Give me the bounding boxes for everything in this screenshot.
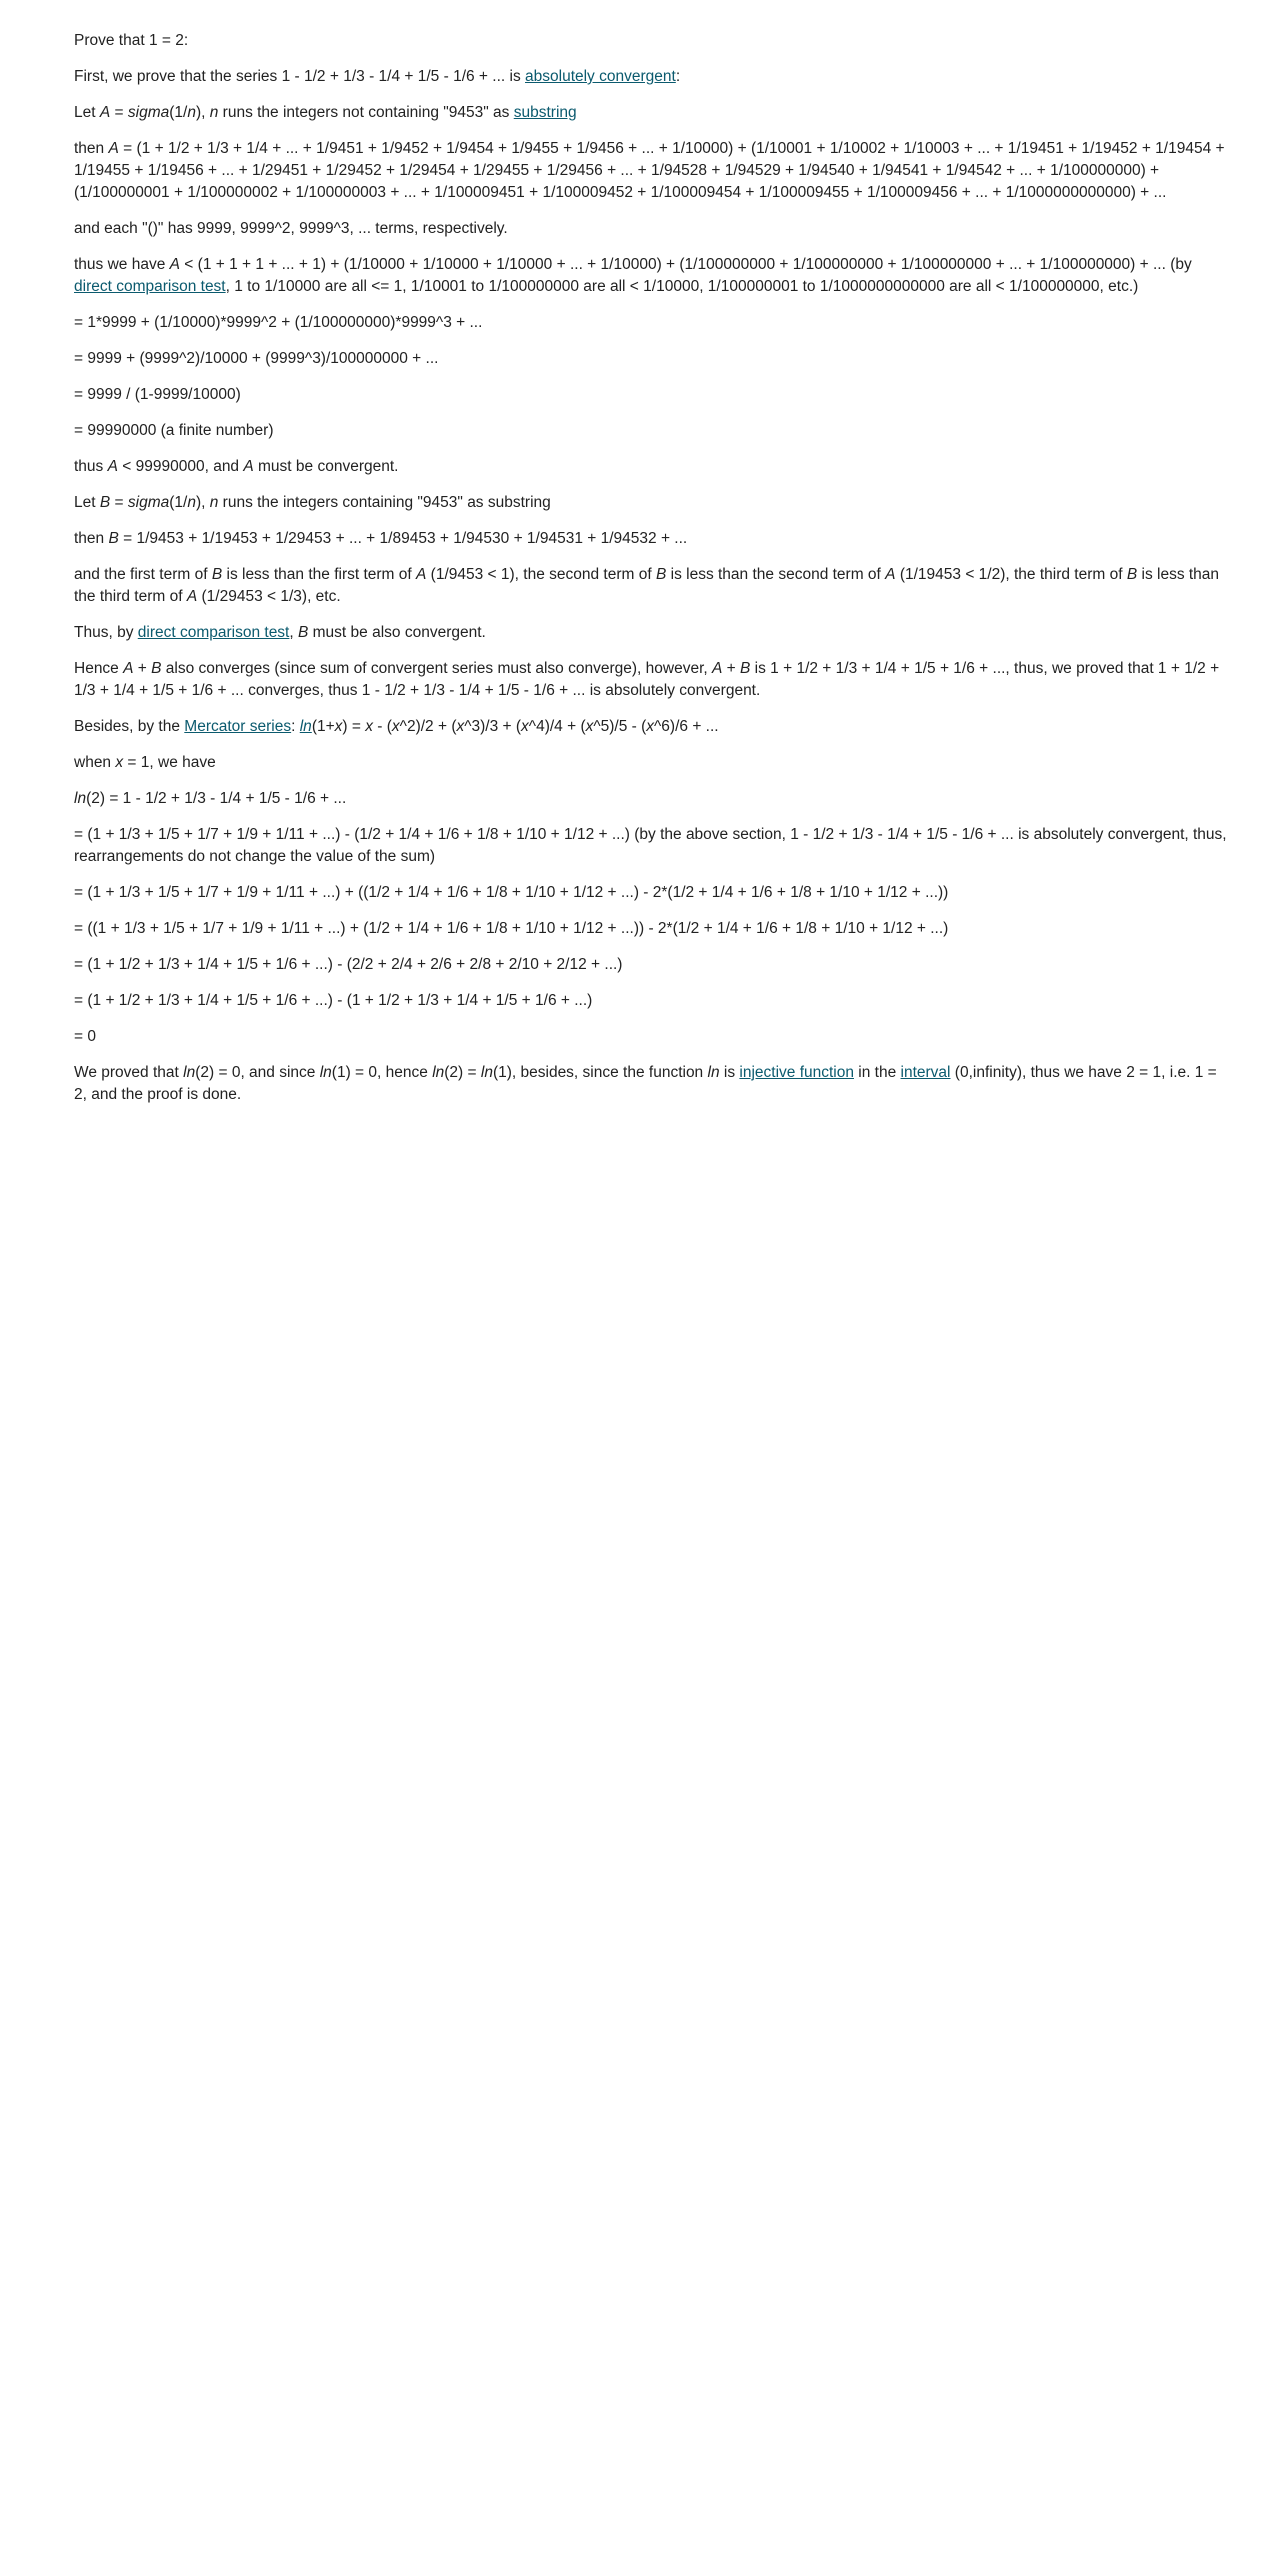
math-variable: x [391,718,400,735]
math-variable: x [334,718,343,735]
text-run: = (1 + 1/2 + 1/3 + 1/4 + 1/5 + 1/6 + ...) - (1 + 1/2 + 1/3 + 1/4 + 1/5 + 1/6 + ...) [74,992,593,1009]
math-variable: B [211,566,223,583]
math-variable: B [151,660,162,677]
proof-paragraph [74,658,1230,702]
proof-paragraph [74,456,1230,478]
text-run: Hence [74,660,124,677]
text-run: We proved that [74,1064,184,1081]
text-run: = ((1 + 1/3 + 1/5 + 1/7 + 1/9 + 1/11 + ...) + (1/2 + 1/4 + 1/6 + 1/8 + 1/10 + 1/12 + ...)) - 2*(1/2 + 1/4 + 1/6 + 1/8 + 1/10 + 1/12 + ...) [74,920,949,937]
text-run: , [289,624,298,641]
text-run: (1/9453 < 1), the second term of [426,566,656,583]
math-variable: A [885,566,896,583]
proof-paragraph [74,218,1230,240]
math-variable: x [115,754,124,771]
ln-link[interactable]: ln [299,718,312,735]
proof-paragraph [74,384,1230,406]
text-run: must be also convergent. [308,624,486,641]
absolutely-convergent-link[interactable]: absolutely convergent [525,68,676,85]
proof-paragraph [74,66,1230,88]
proof-paragraph [74,882,1230,904]
text-run: is less than the third term of [74,566,1220,605]
proof-paragraph [74,824,1230,868]
interval-link[interactable]: interval [900,1064,951,1081]
text-run: (2) = 0, and since [195,1064,320,1081]
text-run: thus [74,458,108,475]
text-run: = 1, we have [123,754,216,771]
proof-paragraph [74,954,1230,976]
proof-paragraph [74,492,1230,514]
math-variable: ln [707,1064,720,1081]
text-run: < 99990000, and [117,458,244,475]
math-variable: B [298,624,309,641]
text-run: = 99990000 (a finite number) [74,422,274,439]
text-run: must be convergent. [253,458,399,475]
math-variable: B [99,494,111,511]
math-variable: x [521,718,529,735]
proof-paragraph [74,622,1230,644]
math-variable: n [187,494,196,511]
proof-paragraph [74,990,1230,1012]
text-run: , 1 to 1/10000 are all <= 1, 1/10001 to 1/100000000 are all < 1/10000, 1/100000001 to 1/1000000000000 are all < 1/100000000, etc.) [225,278,1139,295]
text-run: = (1 + 1/3 + 1/5 + 1/7 + 1/9 + 1/11 + ...) - (1/2 + 1/4 + 1/6 + 1/8 + 1/10 + 1/12 + ...) (by the above section, 1 - 1/2 + 1/3 - 1/4 + 1/5 - 1/6 + ... is absolutely convergent, thus, rearrangements do not change the value of the sum) [74,826,1227,865]
text-run: = (1 + 1/2 + 1/3 + 1/4 + ... + 1/9451 + 1/9452 + 1/9454 + 1/9455 + 1/9456 + ... + 1/10000) + (1/10001 + 1/10002 + 1/10003 + ... + 1/19451 + 1/19452 + 1/19454 + 1/19455 + 1/19456 + ... + 1/29451 + 1/29452 + 1/29454 + 1/29455 + 1/29456 + ... + 1/94528 + 1/94529 + 1/94540 + 1/94541 + 1/94542 + ... + 1/100000000) + (1/100000001 + 1/100000002 + 1/100000003 + ... + 1/100009451 + 1/100009452 + 1/100009454 + 1/100009455 + 1/100009456 + ... + 1/1000000000000) + ... [74,140,1225,201]
math-variable: A [123,660,134,677]
text-run: ^5)/5 - ( [593,718,647,735]
text-run: ), [195,494,210,511]
math-variable: B [1126,566,1138,583]
math-variable: ln [74,790,87,807]
text-run: - ( [372,718,392,735]
math-variable: x [585,718,594,735]
text-run: is less than the first term of [222,566,417,583]
text-run: Let [74,494,100,511]
text-run: = 0 [74,1028,96,1045]
text-run: ^4)/4 + ( [528,718,586,735]
text-run: + [133,660,152,677]
text-run: < (1 + 1 + 1 + ... + 1) + (1/10000 + 1/10000 + 1/10000 + ... + 1/10000) + (1/100000000 + 1/100000000 + 1/100000000 + ... + 1/100000000) + ... (by [180,256,1192,273]
direct-comparison-test-link[interactable]: direct comparison test [74,278,226,295]
text-run: (0,infinity), thus we have 2 = 1, i.e. 1 = 2, and the proof is done. [74,1064,1217,1103]
math-variable: A [243,458,254,475]
math-variable: ln [432,1064,445,1081]
math-variable: A [416,566,427,583]
text-run: ), [195,104,210,121]
text-run: ^3)/3 + ( [464,718,522,735]
math-variable: n [209,494,219,511]
proof-paragraph [74,1062,1230,1106]
proof-paragraph [74,312,1230,334]
text-run: thus we have [74,256,170,273]
text-run: is 1 + 1/2 + 1/3 + 1/4 + 1/5 + 1/6 + ..., thus, we proved that 1 + 1/2 + 1/3 + 1/4 + 1/5 + 1/6 + ... converges, thus 1 - 1/2 + 1/3 - 1/4 + 1/5 - 1/6 + ... is absolutely convergent. [74,660,1220,699]
text-run: : [291,718,300,735]
text-run: Besides, by the [74,718,185,735]
proof-paragraph [74,420,1230,442]
text-run: then [74,530,109,547]
text-run: is [719,1064,740,1081]
math-variable: ln [183,1064,196,1081]
text-run: (1/19453 < 1/2), the third term of [895,566,1127,583]
text-run: = 1/9453 + 1/19453 + 1/29453 + ... + 1/89453 + 1/94530 + 1/94531 + 1/94532 + ... [118,530,688,547]
math-variable: B [740,660,751,677]
text-run: and the first term of [74,566,212,583]
text-run: Prove that 1 = 2: [74,32,189,49]
text-run: Let [74,104,100,121]
text-run: (2) = [444,1064,481,1081]
text-run: + [722,660,741,677]
injective-function-link[interactable]: injective function [739,1064,854,1081]
text-run: (1), besides, since the function [492,1064,708,1081]
text-run: (1/ [169,104,188,121]
text-run: in the [853,1064,901,1081]
proof-paragraph [74,918,1230,940]
text-run: = (1 + 1/3 + 1/5 + 1/7 + 1/9 + 1/11 + ...) + ((1/2 + 1/4 + 1/6 + 1/8 + 1/10 + 1/12 + ...) - 2*(1/2 + 1/4 + 1/6 + 1/8 + 1/10 + 1/12 + ...)) [74,884,949,901]
text-run: = 9999 / (1-9999/10000) [74,386,241,403]
text-run: then [74,140,109,157]
text-run: runs the integers not containing "9453" as [218,104,514,121]
direct-comparison-test-link-2[interactable]: direct comparison test [137,624,290,641]
text-run: also converges (since sum of convergent series must also converge), however, [161,660,712,677]
substring-link[interactable]: substring [513,104,577,121]
math-variable: A [712,660,723,677]
proof-paragraph [74,30,1230,52]
math-variable: sigma [127,104,170,121]
proof-paragraph [74,752,1230,774]
math-variable: ln [480,1064,493,1081]
text-run: (2) = 1 - 1/2 + 1/3 - 1/4 + 1/5 - 1/6 + ... [86,790,347,807]
proof-paragraph [74,716,1230,738]
math-variable: x [456,718,465,735]
text-run: ^2)/2 + ( [399,718,457,735]
math-variable: A [107,458,118,475]
text-run: ) = [342,718,366,735]
math-variable: A [186,588,198,605]
text-run: (1) = 0, hence [331,1064,433,1081]
proof-paragraph [74,528,1230,550]
math-variable: n [209,104,219,121]
text-run: ^6)/6 + ... [654,718,719,735]
text-run: (1/ [169,494,188,511]
text-run: = [110,494,128,511]
math-variable: sigma [127,494,170,511]
proof-paragraph [74,348,1230,370]
text-run: is less than the second term of [666,566,886,583]
math-variable: B [108,530,119,547]
math-variable: ln [319,1064,332,1081]
proof-paragraph [74,102,1230,124]
text-run: : [675,68,681,85]
math-variable: A [99,104,111,121]
math-variable: x [365,718,373,735]
text-run: Thus, by [74,624,138,641]
text-run: when [74,754,116,771]
text-run: = (1 + 1/2 + 1/3 + 1/4 + 1/5 + 1/6 + ...) - (2/2 + 2/4 + 2/6 + 2/8 + 2/10 + 2/12 + ...) [74,956,623,973]
math-variable: B [655,566,667,583]
text-run: = 1*9999 + (1/10000)*9999^2 + (1/100000000)*9999^3 + ... [74,314,483,331]
proof-document [74,30,1230,1120]
proof-paragraph [74,564,1230,608]
proof-paragraph [74,138,1230,204]
text-run: (1+ [311,718,335,735]
text-run: runs the integers containing "9453" as substring [218,494,551,511]
text-run: and each "()" has 9999, 9999^2, 9999^3, ... terms, respectively. [74,220,508,237]
mercator-series-link[interactable]: Mercator series [184,718,292,735]
text-run: (1/29453 < 1/3), etc. [197,588,341,605]
proof-paragraph [74,1026,1230,1048]
text-run: = [110,104,128,121]
proof-paragraph [74,254,1230,298]
text-run: = 9999 + (9999^2)/10000 + (9999^3)/100000000 + ... [74,350,439,367]
math-variable: A [108,140,119,157]
math-variable: x [646,718,655,735]
text-run: First, we prove that the series 1 - 1/2 + 1/3 - 1/4 + 1/5 - 1/6 + ... is [74,68,526,85]
math-variable: n [187,104,196,121]
proof-paragraph [74,788,1230,810]
math-variable: A [169,256,180,273]
